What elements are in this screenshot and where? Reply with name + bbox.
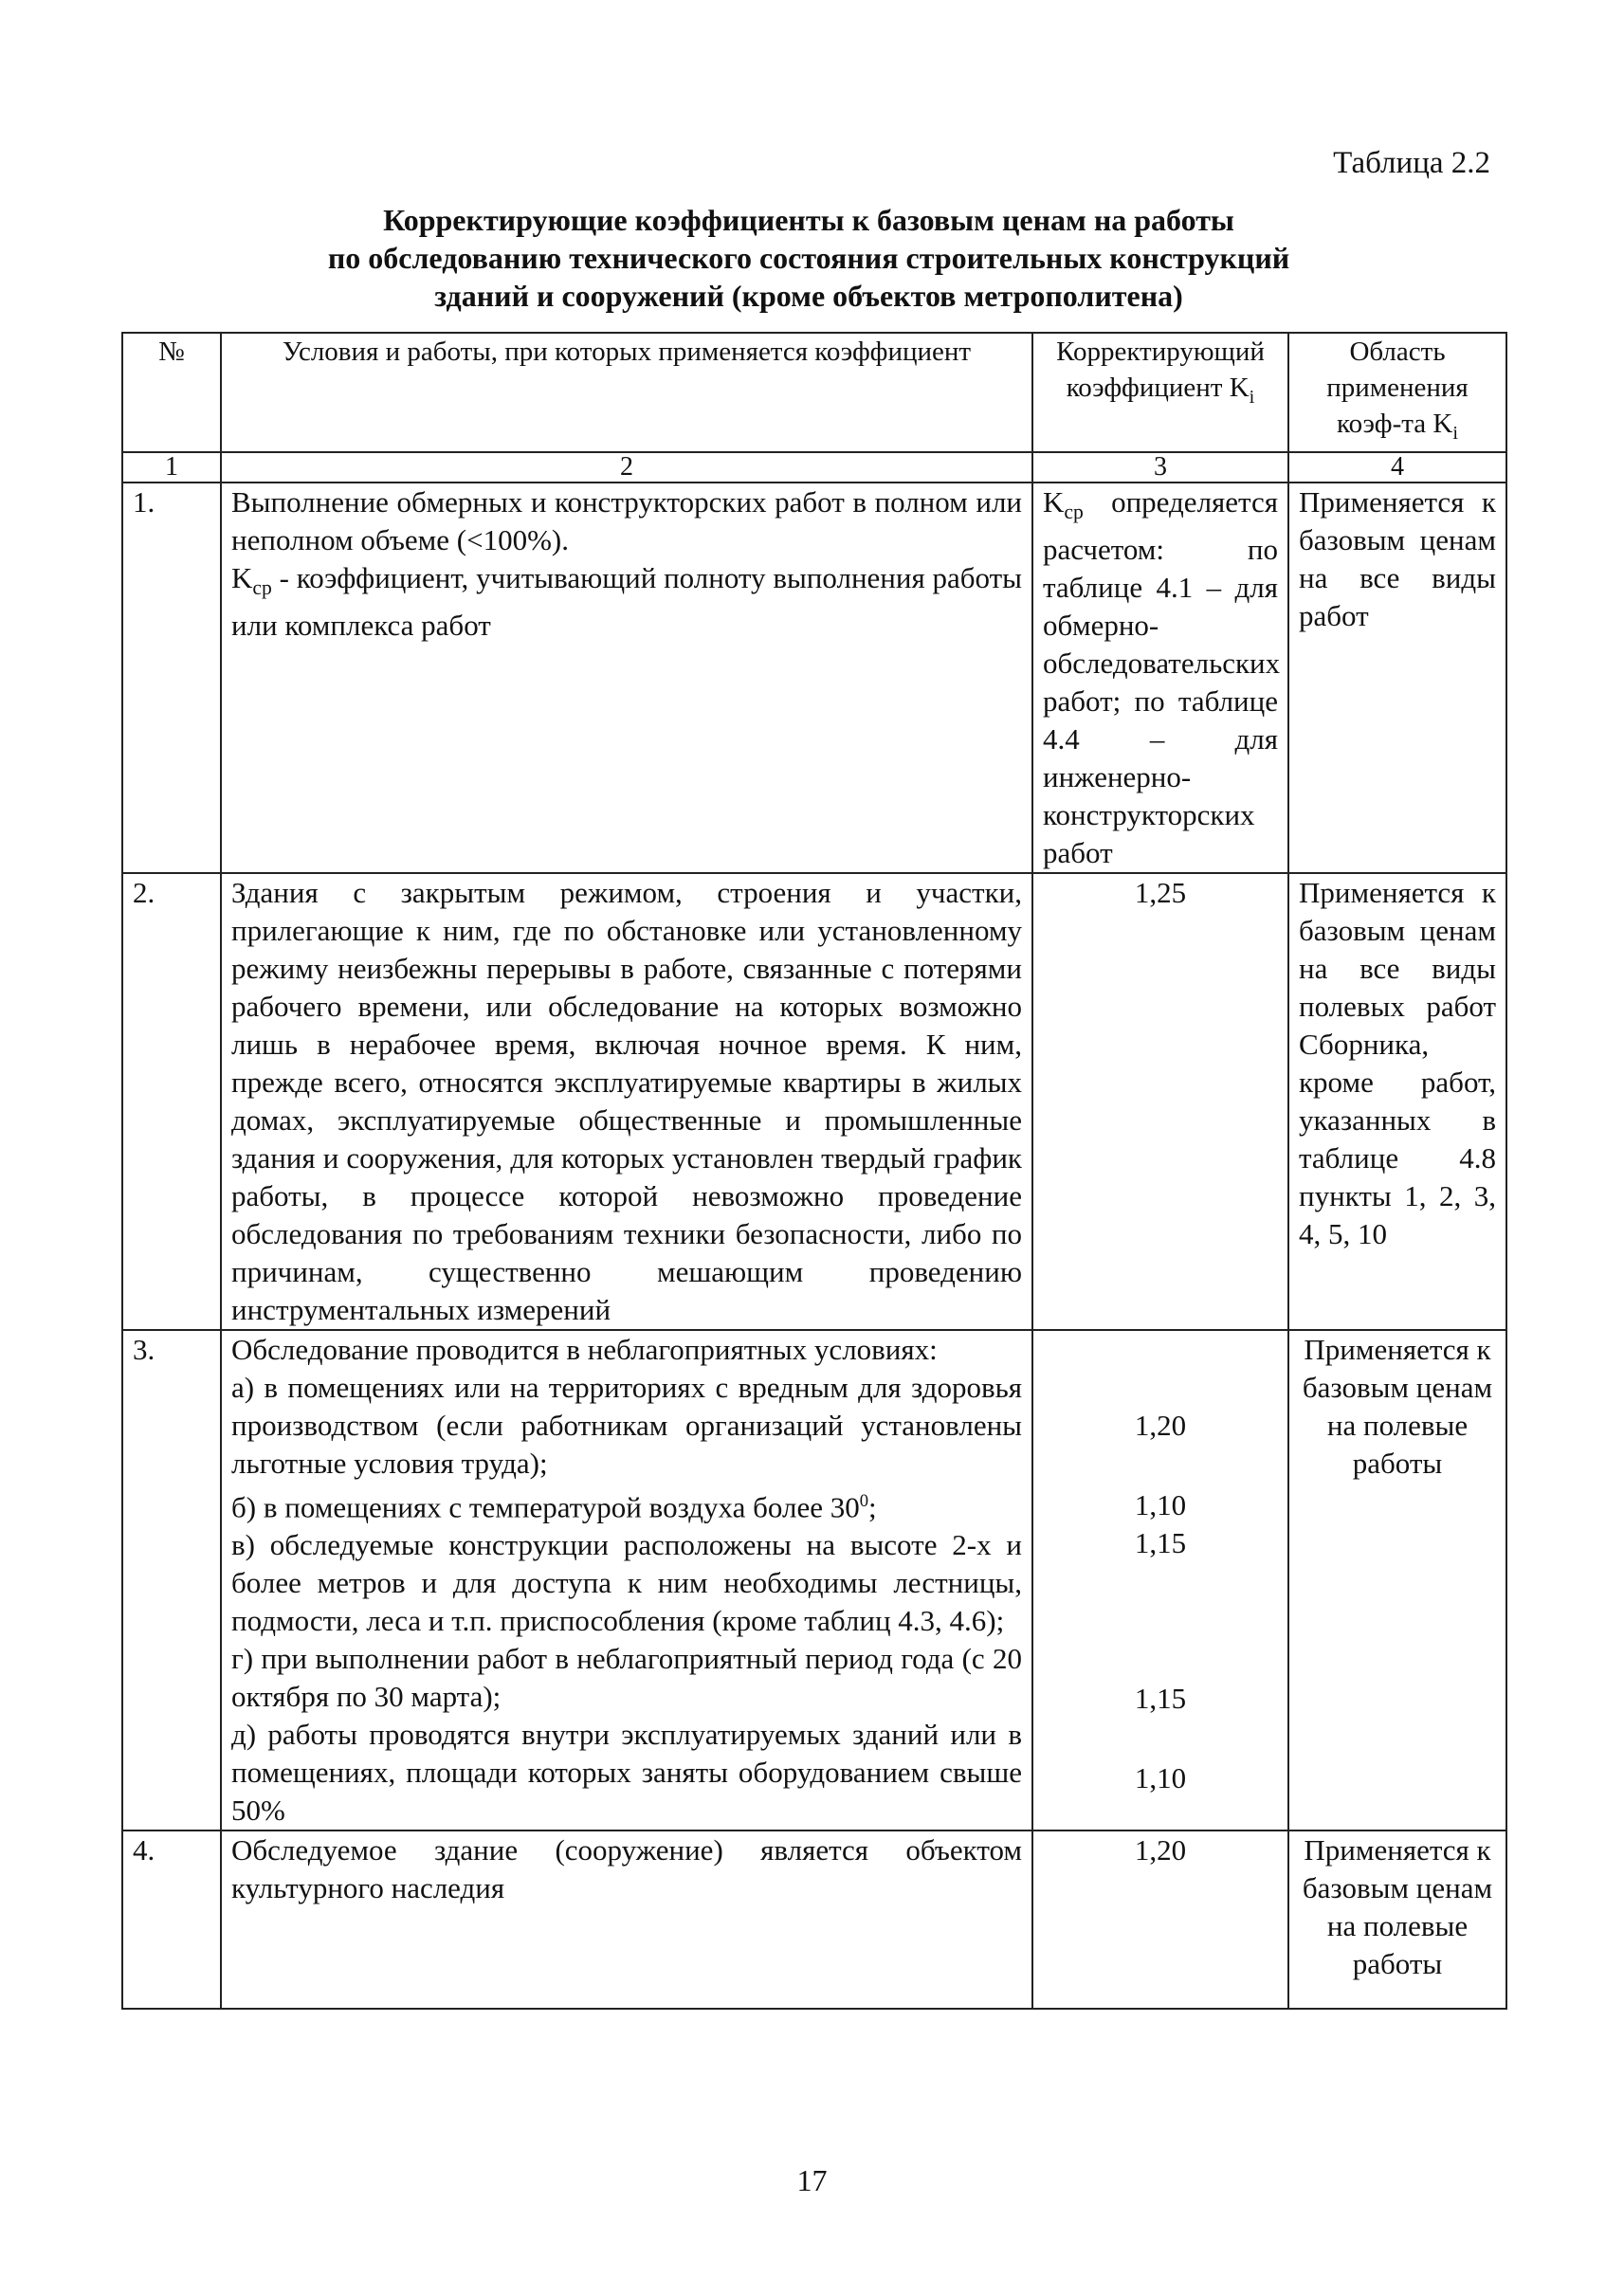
row-condition: Здания с закрытым режимом, строения и участки, прилегающие к ним, где по обстановке или установленному режиму неизбежны перерывы в работе, связанные с потерями рабочего времени, или обследование на которых возможно лишь в нерабочее время, включая ночное время. К ним, прежде всего, относятся эксплуатируемые квартиры в жилых домах, эксплуатируемые общественные и промышленные здания и сооружения, для которых установлен твердый график работы, в процессе которой невозможно проведение обследования по требованиям техники безопасности, либо по причинам, существенно мешающим проведению инструментальных измерений	[221, 873, 1032, 1330]
coefficient-e: 1,10	[1134, 1760, 1187, 1794]
row-coefficient: 1,20	[1032, 1831, 1288, 2009]
table-row	[122, 1831, 1506, 2009]
row-coefficient-k-sub: ср	[1064, 500, 1084, 523]
row-condition-item-b-end: ;	[868, 1490, 877, 1524]
row-condition-intro: Обследование проводится в неблагоприятных условиях:	[231, 1332, 938, 1366]
row-number: 3.	[122, 1330, 221, 1831]
header-scope-line2: применения	[1326, 373, 1469, 403]
row-condition-item-d: г) при выполнении работ в неблагоприятный период года (с 20 октября по 30 марта);	[231, 1642, 1022, 1714]
row-scope: Применяется к базовым ценам на все виды полевых работ Сборника, кроме работ, указанных в таблице 4.8 пункты 1, 2, 3, 4, 5, 10	[1288, 873, 1506, 1330]
row-scope: Применяется к базовым ценам на полевые работы	[1288, 1831, 1506, 2009]
header-scope	[1288, 333, 1506, 452]
page-number: 17	[796, 2163, 828, 2197]
row-scope: Применяется к базовым ценам на все виды работ	[1288, 483, 1506, 873]
row-number: 1.	[122, 483, 221, 873]
table-row	[122, 1330, 1506, 1831]
column-number: 1	[122, 452, 221, 483]
row-coefficient	[1032, 1330, 1288, 1831]
row-condition-item-b	[231, 1483, 1022, 1526]
row-number: 2.	[122, 873, 221, 1330]
row-condition: Обследуемое здание (сооружение) является объектом культурного наследия	[221, 1831, 1032, 2009]
row-condition	[221, 483, 1032, 873]
row-scope: Применяется к базовым ценам на полевые работы	[1288, 1330, 1506, 1831]
coefficient-a: 1,20	[1134, 1408, 1187, 1442]
row-condition-item-b-sup: 0	[859, 1490, 869, 1511]
header-coefficient	[1032, 333, 1288, 452]
title-line-3: зданий и сооружений (кроме объектов метрополитена)	[434, 279, 1183, 313]
row-condition-item-c: в) обследуемые конструкции расположены на высоте 2-х и более метров и для доступа к ним необходимы лестницы, подмости, леса и т.п. приспособления (кроме таблиц 4.3, 4.6);	[231, 1528, 1022, 1638]
header-coefficient-sub: i	[1249, 386, 1255, 408]
row-condition-k: K	[231, 560, 253, 594]
table-row	[122, 873, 1506, 1330]
table-header-row	[122, 333, 1506, 452]
table-label: Таблица 2.2	[1333, 146, 1490, 180]
row-coefficient-text: определяется расчетом: по таблице 4.1 – для обмерно-обследовательских работ; по таблице 4.4 – для инженерно-конструкторских работ	[1043, 484, 1281, 869]
row-number: 4.	[122, 1831, 221, 2009]
header-coefficient-line2: коэффициент K	[1066, 373, 1250, 403]
row-condition	[221, 1330, 1032, 1831]
header-scope-line1: Область	[1349, 337, 1446, 367]
coefficients-table	[121, 332, 1507, 2010]
table-row	[122, 483, 1506, 873]
title-line-2: по обследованию технического состояния строительных конструкций	[327, 241, 1290, 275]
coefficient-d: 1,15	[1134, 1681, 1187, 1715]
title-line-1: Корректирующие коэффициенты к базовым ценам на работы	[383, 203, 1234, 237]
row-condition-k-sub: ср	[252, 575, 272, 599]
column-number: 2	[221, 452, 1032, 483]
row-condition-item-b-text: б) в помещениях с температурой воздуха более 30	[231, 1490, 860, 1524]
row-coefficient-k: K	[1043, 484, 1065, 519]
header-number: №	[122, 333, 221, 452]
header-coefficient-line1: Корректирующий	[1056, 337, 1265, 367]
column-number: 4	[1288, 452, 1506, 483]
row-condition-part2: - коэффициент, учитывающий полноту выполнения работы или комплекса работ	[231, 560, 1022, 642]
header-scope-sub: i	[1452, 422, 1458, 444]
row-condition-item-e: д) работы проводятся внутри эксплуатируемых зданий или в помещениях, площади которых заняты оборудованием свыше 50%	[231, 1718, 1022, 1828]
table-title	[121, 201, 1496, 315]
row-condition-item-a: а) в помещениях или на территориях с вредным для здоровья производством (если работникам организаций установлены льготные условия труда);	[231, 1370, 1022, 1480]
row-coefficient: 1,25	[1032, 873, 1288, 1330]
header-conditions: Условия и работы, при которых применяется коэффициент	[221, 333, 1032, 452]
coefficient-c: 1,15	[1134, 1525, 1187, 1559]
column-number: 3	[1032, 452, 1288, 483]
column-numbers-row	[122, 452, 1506, 483]
header-scope-line3: коэф-та K	[1337, 409, 1453, 439]
row-condition-part1: Выполнение обмерных и конструкторских работ в полном или неполном объеме (<100%).	[231, 484, 1022, 556]
coefficient-b: 1,10	[1134, 1487, 1187, 1521]
row-coefficient	[1032, 483, 1288, 873]
